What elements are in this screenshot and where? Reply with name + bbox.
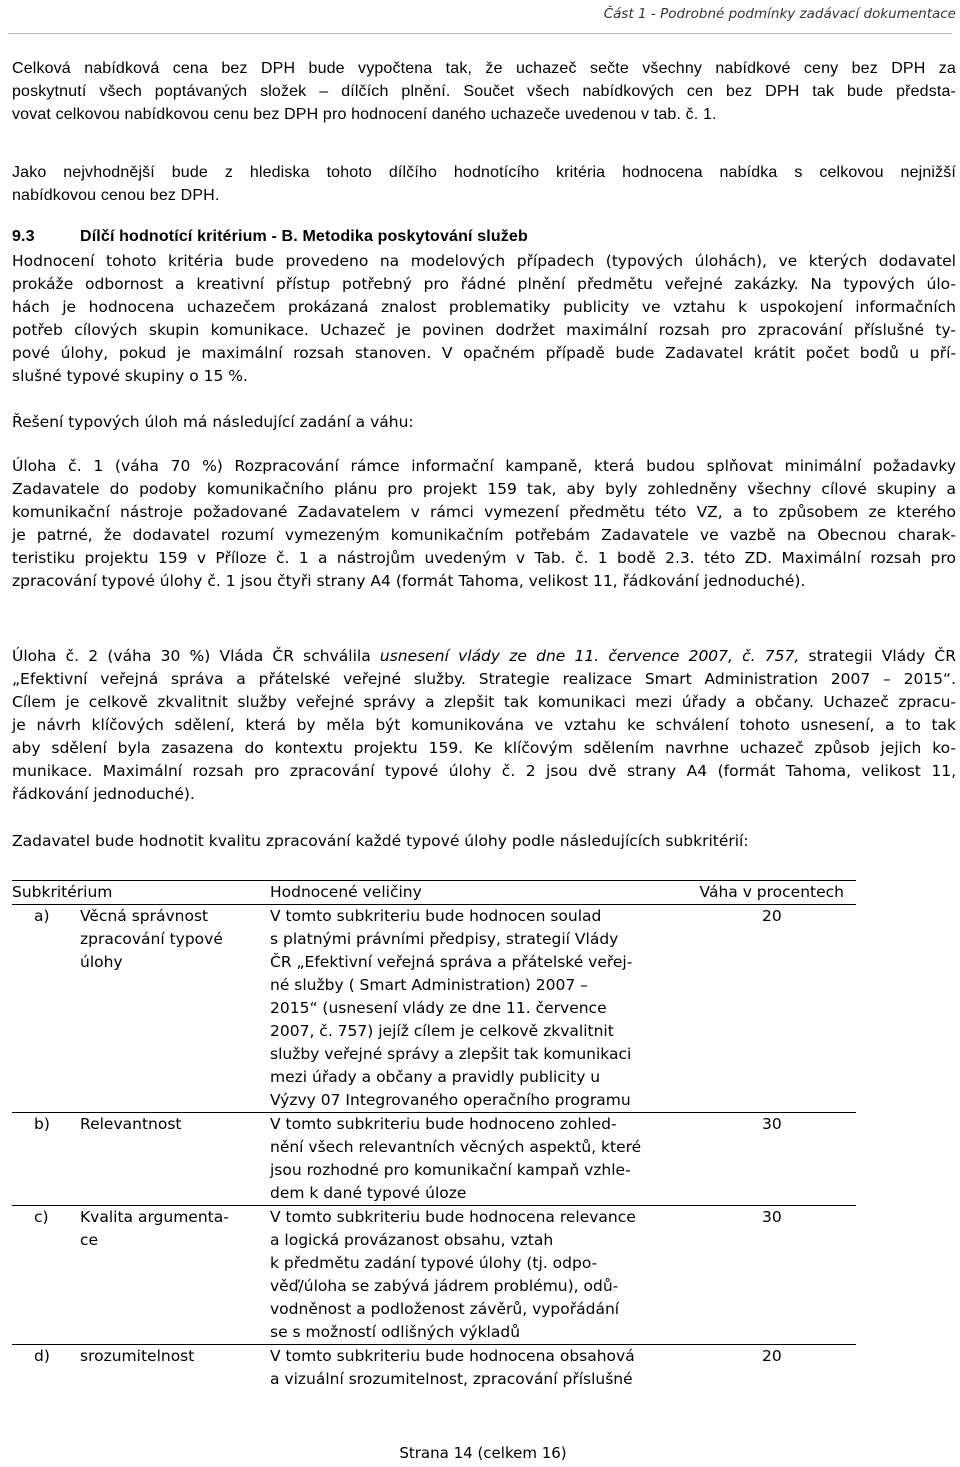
task-2-line: Cílem je celkově zkvalitnit služby veřejné správy a zlepšit tak komunikaci mezi úřady a občany. Uchazeč zpracu- [12, 693, 956, 711]
measured-quantities-cell [270, 1206, 678, 1345]
task-2-line: je návrh klíčových sdělení, která by měla být komunikována ve vztahu ke schválení tohoto usnesení, a to tak [12, 716, 956, 734]
description-line: k předmětu zadání typové úlohy (tj. odpo- [270, 1254, 598, 1272]
cheapest-line: nabídkovou cenou bez DPH. [12, 187, 220, 204]
description-line: a logická provázanost obsahu, vztah [270, 1231, 554, 1249]
description-line: věď/úloha se zabývá jádrem problému), odů- [270, 1277, 619, 1295]
description-line: V tomto subkriteriu bude hodnoceno zohled- [270, 1115, 617, 1133]
running-header: Část 1 - Podrobné podmínky zadávací dokumentace [603, 6, 956, 22]
intro-line: vovat celkovou nabídkovou cenu bez DPH pro hodnocení daného uchazeče uvedenou v tab. č. 1. [12, 106, 717, 123]
subcriterion-name-line: Relevantnost [80, 1115, 182, 1133]
table-header-row [12, 881, 856, 905]
task-2-first-line [12, 645, 956, 668]
section-line: potřeb cílových skupin komunikace. Uchazeč je povinen dodržet maximální rozsah pro zpracování příslušné ty- [12, 321, 956, 339]
subcriterion-name [66, 905, 248, 974]
task-2-line: munikace. Maximální rozsah pro zpracování typové úlohy č. 2 jsou dvě strany A4 (formát Tahoma, velikost 11, [12, 762, 956, 780]
evaluation-intro: Zadavatel bude hodnotit kvalitu zpracování každé typové úlohy podle následujících subkritérií: [12, 832, 749, 850]
description-line: se s možností odlišných výkladů [270, 1323, 521, 1341]
task-2-line: řádkování jednoduché). [12, 785, 195, 803]
description-line: V tomto subkriteriu bude hodnocena obsahová [270, 1347, 635, 1365]
measured-quantities-cell [270, 1113, 678, 1206]
intro-paragraph [12, 57, 956, 126]
subcriterion-name [66, 1113, 248, 1136]
table-body [12, 905, 856, 1392]
task-2-prefix: Úloha č. 2 (váha 30 %) Vláda ČR schválila [12, 647, 380, 665]
subcriterion-name-line: ce [80, 1231, 99, 1249]
intro-line: poskytnutí všech poptávaných složek – dílčích plnění. Součet všech nabídkových cen bez DPH tak bude předsta- [12, 83, 956, 100]
task-2-suffix: strategii Vlády ČR [799, 647, 956, 665]
section-line: slušné typové skupiny o 15 %. [12, 367, 248, 385]
subcriterion-letter: b) [34, 1115, 50, 1133]
task-1-line: je patrné, že dodavatel rozumí vymezeným komunikačním potřebám Zadavatele ve vazbě na Obecnou charak- [12, 526, 956, 544]
weight-value: 30 [762, 1115, 782, 1133]
column-header-subcriterion: Subkritérium [12, 883, 113, 901]
description-line: 2007, č. 757) jejíž cílem je celkově zkvalitnit [270, 1022, 614, 1040]
weight-cell [678, 1113, 856, 1206]
column-header-weight: Váha v procentech [699, 883, 844, 901]
description-line: né služby ( Smart Administration) 2007 – [270, 976, 588, 994]
header-divider [8, 33, 952, 34]
intro-line: Celková nabídková cena bez DPH bude vypočtena tak, že uchazeč sečte všechny nabídkové ceny bez DPH za [12, 60, 956, 77]
description-line: a vizuální srozumitelnost, zpracování příslušné [270, 1370, 633, 1388]
task-1-line: teristiku projektu 159 v Příloze č. 1 a nástrojům uvedeným v Tab. č. 1 bodě 2.3. této ZD. Maximální rozsah pro [12, 549, 956, 567]
weight-cell [678, 905, 856, 1113]
table-row [12, 905, 856, 1113]
task-1-line: Úloha č. 1 (váha 70 %) Rozpracování rámce informační kampaně, která budou splňovat minimální požadavky [12, 457, 956, 475]
table-row [12, 1113, 856, 1206]
weight-value: 30 [762, 1208, 782, 1226]
description-line: 2015“ (usnesení vlády ze dne 11. července [270, 999, 607, 1017]
subcriterion-cell [12, 1345, 270, 1392]
section-heading [12, 228, 528, 246]
description-line: Výzvy 07 Integrovaného operačního programu [270, 1091, 631, 1109]
description-line: s platnými právními předpisy, strategií Vlády [270, 930, 619, 948]
subcriterion-cell [12, 1113, 270, 1206]
description-line: V tomto subkriteriu bude hodnocena relevance [270, 1208, 636, 1226]
description-line: služby veřejné správy a zlepšit tak komunikaci [270, 1045, 632, 1063]
table-row [12, 1206, 856, 1345]
weight-value: 20 [762, 907, 782, 925]
description-line: jsou rozhodné pro komunikační kampaň vzhle- [270, 1161, 631, 1179]
column-header-measured: Hodnocené veličiny [270, 883, 422, 901]
cheapest-paragraph [12, 161, 956, 207]
subcriterion-name-line: zpracování typové [80, 930, 223, 948]
subcriterion-name [66, 1206, 248, 1252]
subcriterion-name-line: Věcná správnost [80, 907, 209, 925]
weight-value: 20 [762, 1347, 782, 1365]
description-line: nění všech relevantních věcných aspektů, které [270, 1138, 642, 1156]
description-line: vodněnost a podloženost závěrů, vypořádání [270, 1300, 620, 1318]
task-2-line: aby sdělení byla zasazena do kontextu projektu 159. Ke klíčovým sdělením navrhne uchazeč způsob jejich ko- [12, 739, 956, 757]
subcriterion-name-line: Kvalita argumenta- [80, 1208, 229, 1226]
cheapest-line: Jako nejvhodnější bude z hlediska tohoto dílčího hodnotícího kritéria hodnocena nabídka s celkovou nejnižší [12, 164, 956, 181]
description-line: mezi úřady a občany a pravidly publicity u [270, 1068, 601, 1086]
description-line: V tomto subkriteriu bude hodnocen soulad [270, 907, 602, 925]
subcriterion-name-line: úlohy [80, 953, 123, 971]
measured-quantities-cell [270, 1345, 678, 1392]
description-line: dem k dané typové úloze [270, 1184, 467, 1202]
subcriterion-name-line: srozumitelnost [80, 1347, 195, 1365]
task-1-line: zpracování typové úlohy č. 1 jsou čtyři strany A4 (formát Tahoma, velikost 11, řádkování jednoduché). [12, 572, 806, 590]
task-1-paragraph [12, 455, 956, 593]
table-row [12, 1345, 856, 1392]
page-number: Strana 14 (celkem 16) [399, 1444, 567, 1462]
section-line: hách je hodnocena uchazečem prokázaná znalost problematiky publicity ve vztahu k uspokojení informačních [12, 298, 956, 316]
subcriterion-letter: a) [34, 907, 50, 925]
section-number: 9.3 [12, 228, 35, 245]
task-2-paragraph [12, 645, 956, 806]
subcriterion-letter: c) [34, 1208, 49, 1226]
task-1-line: komunikační nástroje požadované Zadavatelem v rámci vymezení předmětu této VZ, a to způsobem ze kterého [12, 503, 956, 521]
measured-quantities-cell [270, 905, 678, 1113]
section-line: Hodnocení tohoto kritéria bude provedeno na modelových případech (typových úlohách), ve kterých dodavatel [12, 252, 956, 270]
weight-cell [678, 1345, 856, 1392]
task-2-line: „Efektivní veřejná správa a přátelské veřejné služby. Strategie realizace Smart Administration 2007 – 2015“. [12, 670, 956, 688]
section-line: prokáže odbornost a kreativní přístup potřebný pro řádné plnění předmětu veřejné zakázky. Na typových úlo- [12, 275, 956, 293]
task-1-line: Zadavatele do podoby komunikačního plánu pro projekt 159 tak, aby byly zohledněny všechny cílové skupiny a [12, 480, 956, 498]
tasks-intro: Řešení typových úloh má následující zadání a váhu: [12, 413, 414, 431]
subcriterion-cell [12, 905, 270, 1113]
subcriteria-table [12, 880, 856, 1391]
section-line: pové úlohy, pokud je maximální rozsah stanoven. V opačném případě bude Zadavatel krátit počet bodů u pří- [12, 344, 956, 362]
subcriterion-cell [12, 1206, 270, 1345]
weight-cell [678, 1206, 856, 1345]
subcriterion-name [66, 1345, 248, 1368]
subcriterion-letter: d) [34, 1347, 50, 1365]
task-2-resolution-citation: usnesení vlády ze dne 11. července 2007, č. 757, [379, 647, 800, 665]
section-title: Dílčí hodnotící kritérium - B. Metodika poskytování služeb [80, 228, 528, 245]
description-line: ČR „Efektivní veřejná správa a přátelské veřej- [270, 953, 633, 971]
section-paragraph [12, 250, 956, 388]
